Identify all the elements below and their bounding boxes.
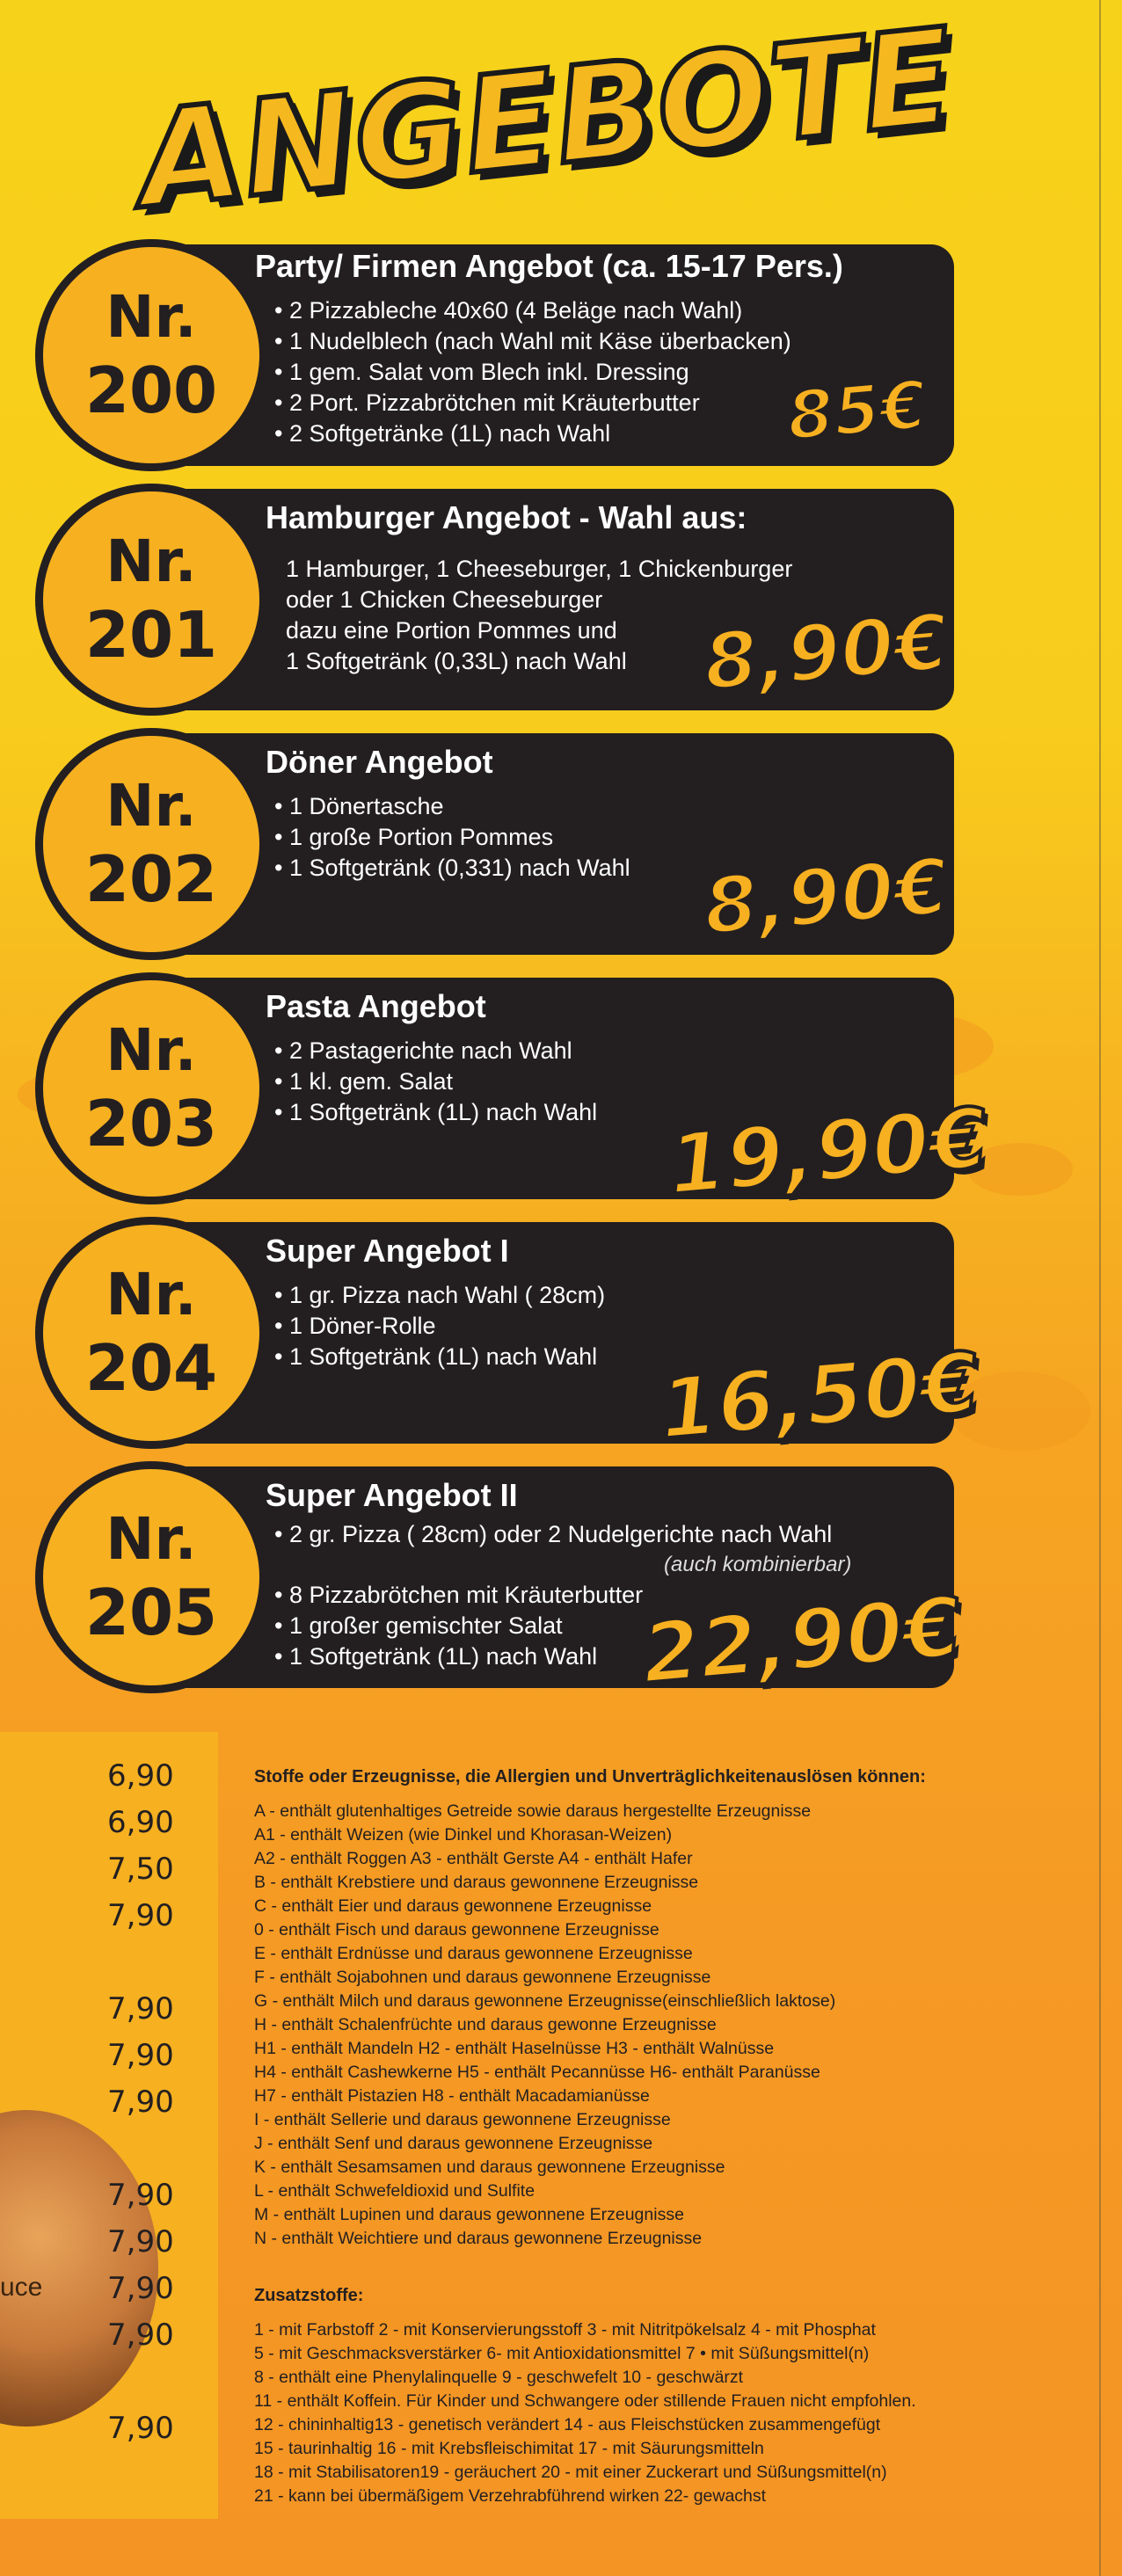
side-price: 7,90 [107,2411,174,2446]
offer-item: • 1 Nudelblech (nach Wahl mit Käse überbacken) [274,326,791,357]
allergen-line: H4 - enthält Cashewkerne H5 - enthält Pecannüsse H6- enthält Paranüsse [254,2063,820,2082]
offer-number: 204 [84,1331,218,1405]
offer-card-202 [0,728,1122,965]
offer-card-205 [0,1461,1122,1703]
offer-card-204 [0,1217,1122,1459]
offer-number-badge [35,728,267,960]
offer-nr-label: Nr. [106,1505,197,1573]
allergen-line: H - enthält Schalenfrüchte und daraus gewonne Erzeugnisse [254,2015,717,2034]
side-price: 7,90 [107,2224,174,2259]
offer-item: • 1 Softgetränk (0,331) nach Wahl [274,853,630,884]
offer-number-badge [35,1217,267,1449]
additive-line: 15 - taurinhaltig 16 - mit Krebsfleischimitat 17 - mit Säurungsmitteln [254,2439,764,2458]
allergen-header: Stoffe oder Erzeugnisse, die Allergien und Unverträglichkeitenauslösen können: [254,1767,926,1786]
menu-item-text-fragment: uce [0,2273,43,2302]
allergen-line: J - enthält Senf und daraus gewonnene Erzeugnisse [254,2134,653,2153]
offer-number-badge [35,239,267,471]
allergen-line: H7 - enthält Pistazien H8 - enthält Macadamianüsse [254,2086,650,2106]
offer-item: • 2 Pastagerichte nach Wahl [274,1036,597,1066]
offer-item: • 1 Softgetränk (1L) nach Wahl [274,1097,597,1128]
additive-line: 8 - enthält eine Phenylalinquelle 9 - geschwefelt 10 - geschwärzt [254,2368,744,2387]
offer-card-203 [0,972,1122,1214]
offer-price: 16,50€ [655,1335,982,1459]
spacer [254,2251,1072,2286]
offer-note: (auch kombinierbar) [664,1553,852,1576]
side-price: 7,90 [107,1991,174,2027]
allergen-line: H1 - enthält Mandeln H2 - enthält Haselnüsse H3 - enthält Walnüsse [254,2039,775,2058]
side-price: 7,90 [107,2085,174,2120]
offer-card-200 [0,239,1122,477]
allergen-line: G - enthält Milch und daraus gewonnene Erzeugnisse(einschließlich laktose) [254,1991,836,2011]
offer-price: 8,90€ [700,840,952,952]
offer-title: Super Angebot II [266,1477,518,1513]
allergen-line: K - enthält Sesamsamen und daraus gewonnene Erzeugnisse [254,2158,725,2177]
offer-title: Döner Angebot [266,744,493,780]
allergen-line: B - enthält Krebstiere und daraus gewonnene Erzeugnisse [254,1873,699,1892]
offer-item: • 1 Softgetränk (1L) nach Wahl [274,1641,832,1672]
offer-price: 8,90€ [700,596,952,708]
side-price: 7,90 [107,1898,174,1933]
offer-item: • 1 Softgetränk (1L) nach Wahl [274,1342,605,1372]
allergen-line: M - enthält Lupinen und daraus gewonnene Erzeugnisse [254,2205,684,2224]
offer-number: 201 [84,598,218,672]
offer-number-badge [35,972,267,1204]
side-price: 6,90 [107,1758,174,1794]
additive-line: 12 - chininhaltig13 - genetisch verändert 14 - aus Fleischstücken zusammengefügt [254,2415,881,2434]
side-price: 7,90 [107,2178,174,2213]
side-price: 7,90 [107,2271,174,2306]
allergen-line: A - enthält glutenhaltiges Getreide sowie daraus hergestellte Erzeugnisse [254,1801,812,1821]
allergen-line: A2 - enthält Roggen A3 - enthält Gerste A4 - enthält Hafer [254,1849,693,1868]
side-price: 7,90 [107,2318,174,2353]
offer-item: • 2 Softgetränke (1L) nach Wahl [274,418,791,449]
offer-price: 85€ [783,365,930,455]
offer-line: 1 Hamburger, 1 Cheeseburger, 1 Chickenburger [286,556,793,582]
allergen-line: C - enthält Eier und daraus gewonnene Erzeugnisse [254,1896,652,1916]
offer-number: 203 [84,1087,218,1161]
allergen-line: L - enthält Schwefeldioxid und Sulfite [254,2181,536,2201]
allergen-line: N - enthält Weichtiere und daraus gewonnene Erzeugnisse [254,2229,703,2248]
offer-item: • 1 Dönertasche [274,791,630,822]
offer-items [274,1280,605,1372]
offer-item: • 2 Pizzableche 40x60 (4 Beläge nach Wahl) [274,295,791,326]
additive-line: 11 - enthält Koffein. Für Kinder und Schwangere oder stillende Frauen nicht empfohlen. [254,2391,916,2411]
offer-item: • 1 gr. Pizza nach Wahl ( 28cm) [274,1280,605,1311]
offer-line: dazu eine Portion Pommes und [286,617,617,644]
additive-line: 21 - kann bei übermäßigem Verzehrabführend wirken 22- gewachst [254,2486,767,2506]
additive-line: 1 - mit Farbstoff 2 - mit Konservierungsstoff 3 - mit Nitritpökelsalz 4 - mit Phosphat [254,2320,876,2340]
allergen-line: 0 - enthält Fisch und daraus gewonnene Erzeugnisse [254,1920,659,1939]
offer-line: 1 Softgetränk (0,33L) nach Wahl [286,648,627,674]
offer-price: 19,90€ [664,1090,991,1214]
allergen-line: F - enthält Sojabohnen und daraus gewonnene Erzeugnisse [254,1968,711,1987]
additive-line: 5 - mit Geschmacksverstärker 6- mit Antioxidationsmittel 7 • mit Süßungsmittel(n) [254,2344,870,2363]
page-title: ANGEBOTE [132,0,962,238]
offer-item: • 1 Döner-Rolle [274,1311,605,1342]
offer-item: • 1 große Portion Pommes [274,822,630,853]
offer-item: • 1 großer gemischter Salat [274,1611,832,1641]
allergen-info [254,1767,1072,2508]
offer-nr-label: Nr. [106,283,197,351]
offer-item: • 8 Pizzabrötchen mit Kräuterbutter [274,1580,832,1611]
offer-title: Hamburger Angebot - Wahl aus: [266,499,747,535]
allergen-line: A1 - enthält Weizen (wie Dinkel und Khorasan-Weizen) [254,1825,673,1845]
offer-title: Party/ Firmen Angebot (ca. 15-17 Pers.) [255,248,843,284]
offer-price: 22,90€ [638,1579,965,1703]
offer-number: 200 [84,353,218,427]
allergen-line: I - enthält Sellerie und daraus gewonnene Erzeugnisse [254,2110,671,2129]
offer-item: • 1 gem. Salat vom Blech inkl. Dressing [274,357,791,388]
additive-line: 18 - mit Stabilisatoren19 - geräuchert 20 - mit einer Zuckerart und Süßungsmittel(n) [254,2463,887,2482]
offer-number-badge [35,484,267,716]
side-price: 7,50 [107,1852,174,1887]
offer-number: 205 [84,1575,218,1649]
offer-item: • 2 Port. Pizzabrötchen mit Kräuterbutter [274,388,791,418]
offer-nr-label: Nr. [106,528,197,595]
allergen-line: E - enthält Erdnüsse und daraus gewonnene Erzeugnisse [254,1944,693,1963]
offer-items [274,791,630,884]
offer-nr-label: Nr. [106,772,197,840]
offer-title: Pasta Angebot [266,988,486,1024]
offer-card-201 [0,484,1122,721]
offer-title: Super Angebot I [266,1233,509,1269]
offer-nr-label: Nr. [106,1261,197,1328]
offer-items [274,1036,597,1128]
offer-items [274,295,791,449]
side-price: 7,90 [107,2038,174,2073]
offer-number-badge [35,1461,267,1693]
additives-header: Zusatzstoffe: [254,2286,364,2305]
offer-line: oder 1 Chicken Cheeseburger [286,586,603,613]
offer-item: • 2 gr. Pizza ( 28cm) oder 2 Nudelgerichte nach Wahl [274,1519,832,1550]
offer-number: 202 [84,842,218,916]
offer-item: • 1 kl. gem. Salat [274,1066,597,1097]
offer-nr-label: Nr. [106,1016,197,1084]
side-price: 6,90 [107,1805,174,1840]
